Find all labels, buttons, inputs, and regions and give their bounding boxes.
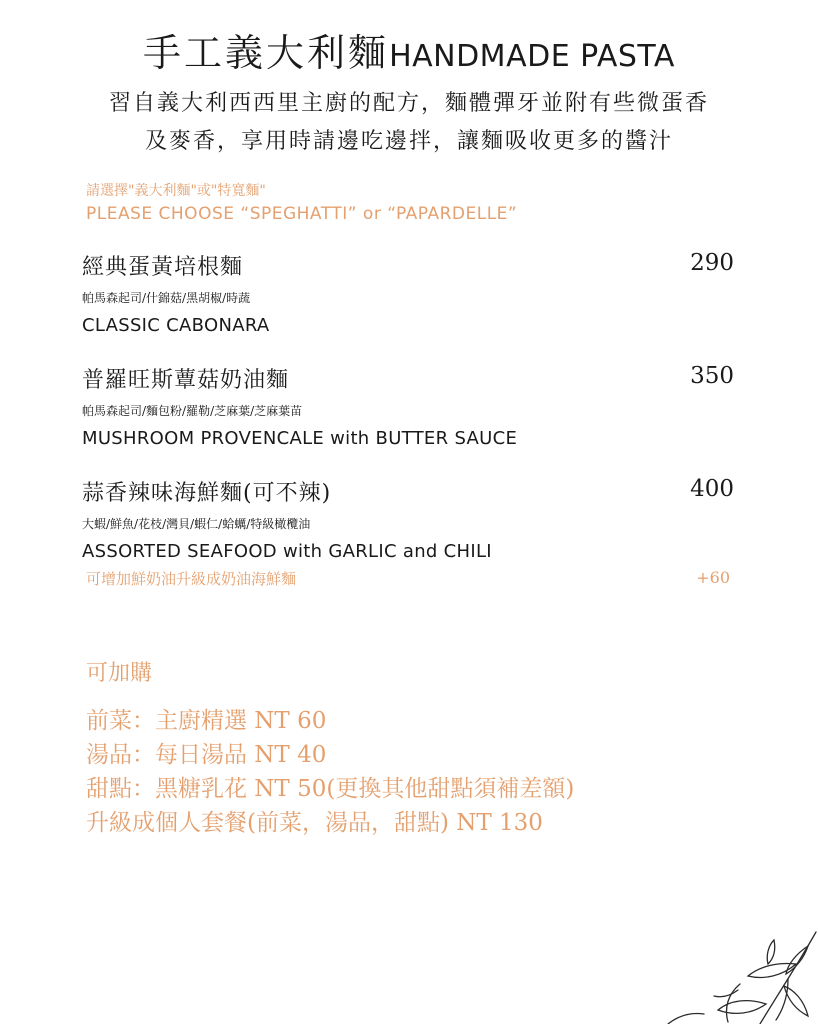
- upgrade-price: +60: [696, 568, 730, 587]
- choose-note-zh: 請選擇"義大利麵"或"特寬麵": [86, 183, 266, 199]
- item-price: 350: [690, 363, 734, 389]
- item-name-zh: 蒜香辣味海鮮麵(可不辣): [82, 481, 332, 506]
- intro-line-2: 及麥香，享用時請邊吃邊拌，讓麵吸收更多的醬汁: [144, 129, 673, 154]
- item-ingredients: 大蝦/鮮魚/花枝/灣貝/蝦仁/蛤蠣/特級橄欖油: [82, 517, 311, 531]
- item-name-en: CLASSIC CABONARA: [82, 315, 270, 336]
- leaf-branch-icon: [648, 924, 818, 1024]
- upgrade-text: 可增加鮮奶油升級成奶油海鮮麵: [86, 570, 297, 588]
- item-name-zh: 經典蛋黃培根麵: [82, 255, 244, 280]
- upgrade-option: [86, 568, 730, 589]
- title-zh: 手工義大利麵: [143, 31, 390, 75]
- item-price: 400: [690, 476, 734, 502]
- item-price: 290: [690, 250, 734, 276]
- choose-note-en: PLEASE CHOOSE “SPEGHATTI” or “PAPARDELLE”: [86, 204, 518, 224]
- menu-item-carbonara: [82, 250, 734, 336]
- addon-dessert: 甜點：黑糖乳花 NT 50(更換其他甜點須補差額): [86, 776, 575, 802]
- item-ingredients: 帕馬森起司/麵包粉/羅勒/芝麻葉/芝麻葉苗: [82, 404, 303, 418]
- addons-title: 可加購: [86, 661, 153, 686]
- item-name-en: MUSHROOM PROVENCALE with BUTTER SAUCE: [82, 428, 518, 449]
- menu-item-mushroom: [82, 363, 734, 449]
- menu-item-seafood: [82, 476, 734, 562]
- addon-appetizer: 前菜：主廚精選 NT 60: [86, 708, 327, 734]
- item-name-zh: 普羅旺斯蕈菇奶油麵: [82, 368, 290, 393]
- addon-soup: 湯品：每日湯品 NT 40: [86, 742, 327, 768]
- item-ingredients: 帕馬森起司/什錦菇/黑胡椒/時蔬: [82, 291, 251, 305]
- item-name-en: ASSORTED SEAFOOD with GARLIC and CHILI: [82, 541, 492, 562]
- page-title: [0, 22, 818, 77]
- intro-line-1: 習自義大利西西里主廚的配方，麵體彈牙並附有些微蛋香: [108, 91, 709, 116]
- addon-set-meal: 升級成個人套餐(前菜，湯品，甜點) NT 130: [86, 810, 543, 836]
- title-en: HANDMADE PASTA: [389, 39, 675, 74]
